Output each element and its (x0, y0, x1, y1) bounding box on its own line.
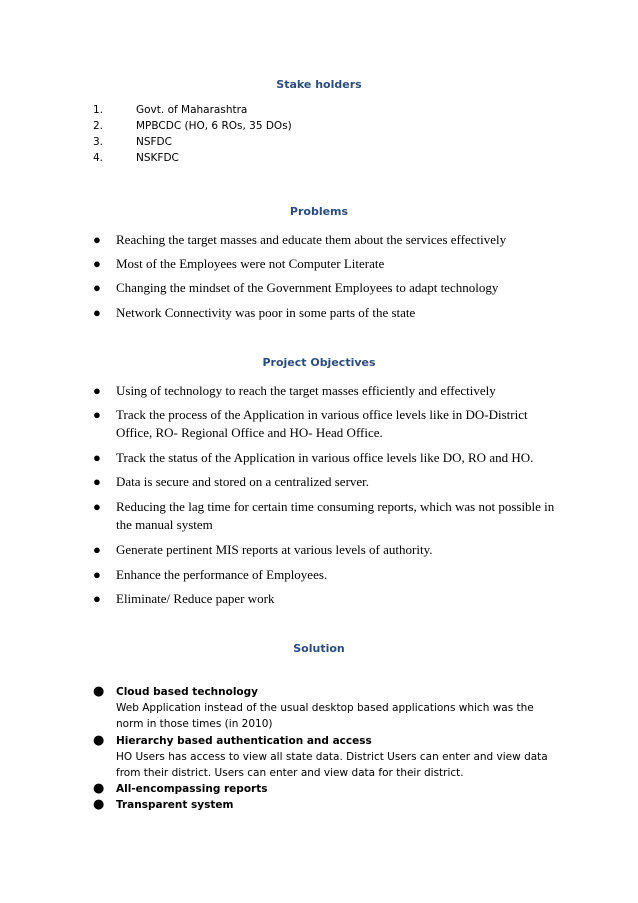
bullet-icon: ● (93, 450, 101, 465)
bullet-icon: ● (93, 407, 101, 422)
list-text: Enhance the performance of Employees. (116, 567, 328, 582)
solution-title: Hierarchy based authentication and access (116, 735, 372, 747)
bullet-icon: ● (93, 733, 105, 748)
problems-heading: Problems (289, 205, 349, 218)
bullet-icon: ● (93, 542, 101, 557)
bullet-icon: ● (93, 383, 101, 398)
list-text: MPBCDC (HO, 6 ROs, 35 DOs) (136, 120, 292, 132)
list-text: Govt. of Maharashtra (136, 104, 248, 116)
list-number: 1. (93, 104, 104, 116)
stakeholders-heading: Stake holders (276, 78, 362, 91)
list-number: 3. (93, 136, 104, 148)
bullet-icon: ● (93, 474, 101, 489)
objectives-heading: Project Objectives (262, 356, 376, 369)
list-text: Data is secure and stored on a centralized server. (116, 474, 370, 489)
list-text: Reaching the target masses and educate them about the services effectively (116, 232, 507, 247)
list-text: Network Connectivity was poor in some parts of the state (116, 305, 416, 320)
list-item (93, 102, 247, 118)
list-text: Using of technology to reach the target masses efficiently and effectively (116, 383, 496, 398)
bullet-icon: ● (93, 797, 105, 812)
bullet-icon: ● (93, 305, 101, 320)
list-text: Reducing the lag time for certain time consuming reports, which was not possible in the manual system (116, 499, 555, 532)
list-text: Most of the Employees were not Computer Literate (116, 256, 385, 271)
list-text: NSKFDC (136, 152, 179, 164)
bullet-icon: ● (93, 567, 101, 582)
bullet-icon: ● (93, 591, 101, 606)
list-item (93, 118, 292, 134)
list-text: Eliminate/ Reduce paper work (116, 591, 275, 606)
bullet-icon: ● (93, 280, 101, 295)
bullet-icon: ● (93, 781, 105, 796)
list-text: Generate pertinent MIS reports at various levels of authority. (116, 542, 433, 557)
bullet-icon: ● (93, 256, 101, 271)
bullet-icon: ● (93, 684, 105, 699)
solution-title: Transparent system (116, 799, 234, 811)
list-text: Changing the mindset of the Government Employees to adapt technology (116, 280, 499, 295)
solution-title: All-encompassing reports (116, 783, 268, 795)
list-text: Track the status of the Application in various office levels like DO, RO and HO. (116, 450, 534, 465)
solution-desc: HO Users has access to view all state data. District Users can enter and view data from their district. Users can enter and view data for their district. (116, 751, 548, 779)
solution-title: Cloud based technology (116, 686, 259, 698)
list-number: 4. (93, 152, 104, 164)
bullet-icon: ● (93, 499, 101, 514)
solution-heading: Solution (293, 642, 345, 655)
list-text: Track the process of the Application in various office levels like in DO-District Office, RO- Regional Office and HO- Head Office. (116, 407, 528, 440)
list-number: 2. (93, 120, 104, 132)
bullet-icon: ● (93, 232, 101, 247)
list-item (93, 150, 179, 166)
solution-desc: Web Application instead of the usual desktop based applications which was the norm in those times (in 2010) (116, 702, 534, 730)
list-item (93, 134, 172, 150)
list-text: NSFDC (136, 136, 172, 148)
